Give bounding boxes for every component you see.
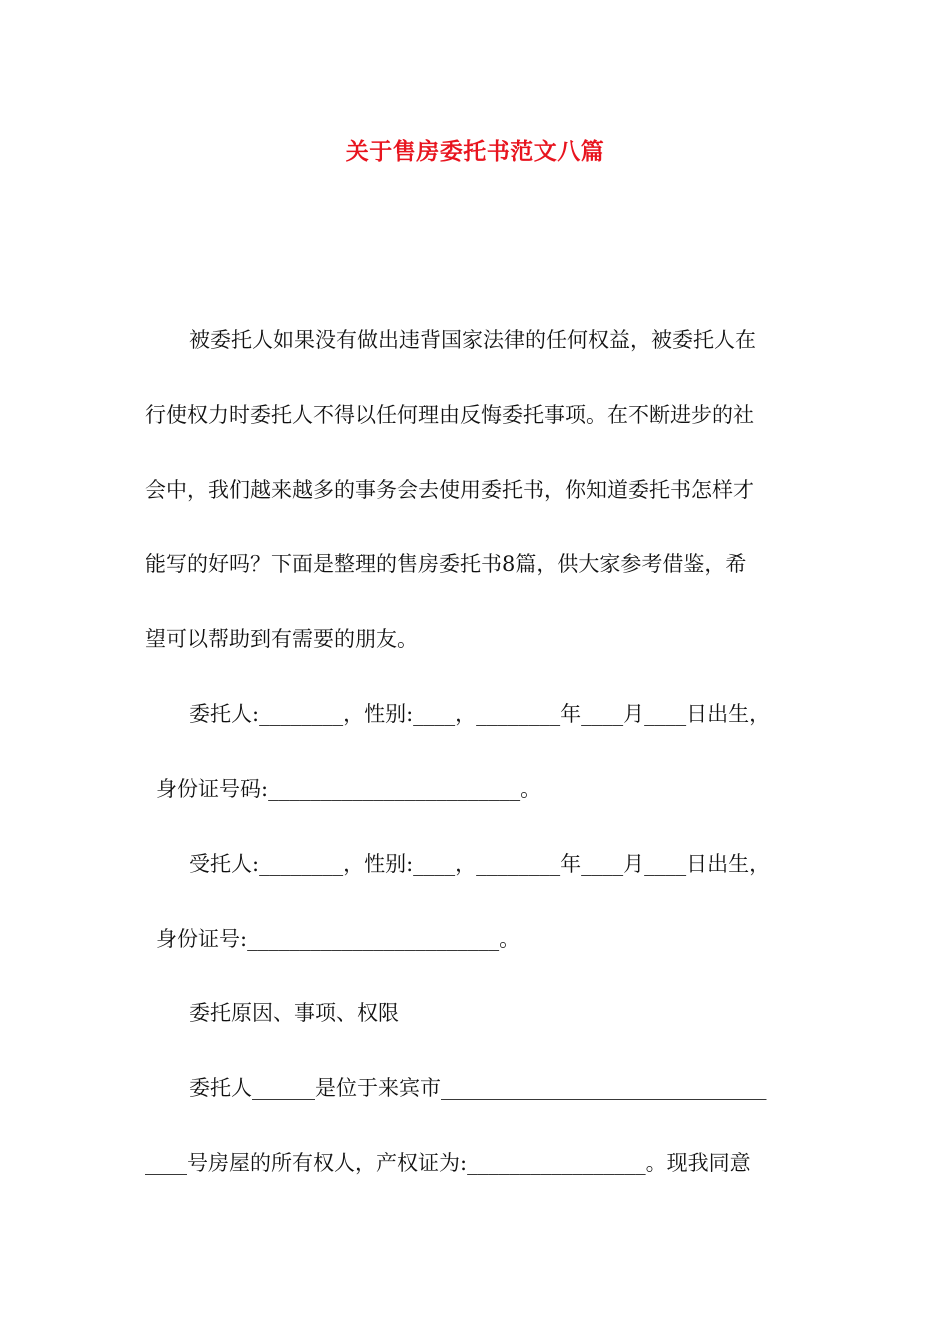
agent-line: 受托人:________，性别:____，________年____月____日出生，: [189, 852, 771, 876]
section-heading: 委托原因、事项、权限: [189, 1001, 399, 1025]
agent-id-line: 身份证号:________________________。: [156, 927, 521, 951]
document-title: 关于售房委托书范文八篇: [345, 138, 605, 165]
intro-line-2: 行使权力时委托人不得以任何理由反悔委托事项。在不断进步的社: [145, 403, 754, 427]
intro-line-3: 会中，我们越来越多的事务会去使用委托书，你知道委托书怎样才: [145, 478, 754, 502]
principal-id-line: 身份证号码:________________________。: [156, 777, 542, 801]
intro-line-1: 被委托人如果没有做出违背国家法律的任何权益，被委托人在: [189, 328, 756, 352]
body-line-2: ____号房屋的所有权人，产权证为:_________________。现我同意: [145, 1151, 751, 1175]
intro-line-5: 望可以帮助到有需要的朋友。: [145, 627, 418, 651]
body-line-1: 委托人______是位于来宾市_______________________________: [189, 1076, 767, 1100]
intro-line-4: 能写的好吗？下面是整理的售房委托书8篇，供大家参考借鉴，希: [145, 552, 747, 576]
principal-line: 委托人:________，性别:____，________年____月____日出生，: [189, 702, 771, 726]
